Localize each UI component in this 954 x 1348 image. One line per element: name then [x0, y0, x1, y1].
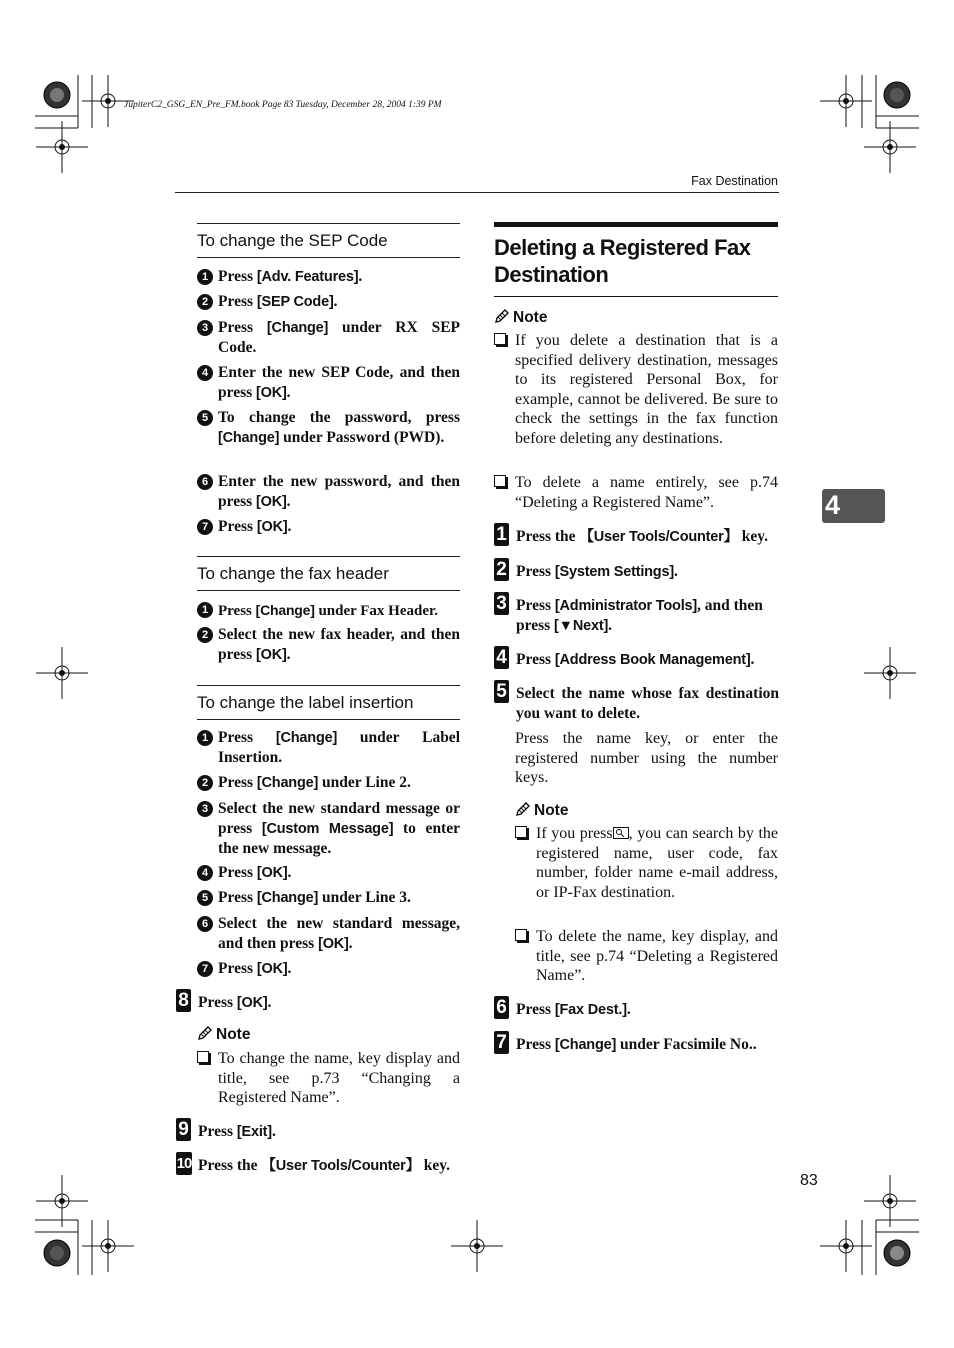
file-info: JupiterC2_GSG_EN_Pre_FM.book Page 83 Tuesday, December 28, 2004 1:39 PM [124, 100, 442, 110]
checkbox-bullet-icon [515, 826, 527, 838]
step-item: 2 Select the new fax header, and then press [OK]. [197, 625, 460, 665]
step-3: 3 Press [Administrator Tools], and then press [▼Next]. [494, 596, 778, 636]
header-rule [175, 192, 779, 193]
step-item: 1 Press [Change] under Label Insertion. [197, 728, 460, 768]
step-10: 10 Press the 【User Tools/Counter】 key. [176, 1156, 460, 1176]
step-6: 6 Press [Fax Dest.]. [494, 1000, 778, 1020]
checkbox-bullet-icon [515, 929, 527, 941]
step-item: 4 Press [OK]. [197, 863, 460, 883]
step-item: 5 To change the password, press [Change] under Password (PWD). [197, 408, 460, 468]
checkbox-bullet-icon [494, 475, 506, 487]
step-9: 9 Press [Exit]. [176, 1122, 460, 1142]
note-heading: Note [515, 801, 568, 820]
subheading-fax-header: To change the fax header [197, 556, 460, 591]
step-8: 8 Press [OK]. [176, 993, 460, 1013]
subheading-label-insertion: To change the label insertion [197, 685, 460, 720]
step-item: 7 Press [OK]. [197, 959, 460, 979]
step-5: 5 Select the name whose fax destination you want to delete. [494, 684, 778, 724]
note-item: To delete a name entirely, see p.74 “Deleting a Registered Name”. [494, 473, 778, 513]
note-heading: Note [197, 1025, 250, 1044]
note-item: If you delete a destination that is a specified delivery destination, messages to its registered Personal Box, for example, cannot be delivered. Be sure to check the settings in the fax function before deleting any destinations. [494, 331, 778, 469]
subheading-sep-code: To change the SEP Code [197, 223, 460, 258]
step-5-body: Press the name key, or enter the registered number using the number keys. [515, 730, 778, 787]
step-item: 2 Press [Change] under Line 2. [197, 773, 460, 793]
step-item: 4 Enter the new SEP Code, and then press [OK]. [197, 363, 460, 403]
note-item: If you press , you can search by the registered name, user code, fax number, folder name e-mail address, or IP-Fax destination. [515, 824, 778, 922]
step-4: 4 Press [Address Book Management]. [494, 650, 778, 670]
pencil-icon [197, 1025, 213, 1041]
note-item: To change the name, key display and title, see p.73 “Changing a Registered Name”. [197, 1049, 460, 1109]
running-header: Fax Destination [691, 174, 778, 188]
step-2: 2 Press [System Settings]. [494, 562, 778, 582]
note-item: To delete the name, key display, and title, see p.74 “Deleting a Registered Name”. [515, 927, 778, 987]
step-7: 7 Press [Change] under Facsimile No.. [494, 1035, 778, 1075]
step-1: 1 Press the 【User Tools/Counter】 key. [494, 527, 778, 547]
step-item: 5 Press [Change] under Line 3. [197, 888, 460, 908]
search-key-icon [613, 827, 629, 839]
pencil-icon [515, 801, 531, 817]
checkbox-bullet-icon [494, 333, 506, 345]
step-item: 6 Select the new standard message, and then press [OK]. [197, 914, 460, 954]
checkbox-bullet-icon [197, 1051, 209, 1063]
note-heading: Note [494, 308, 547, 327]
step-item: 1 Press [Adv. Features]. [197, 267, 460, 287]
step-item: 1 Press [Change] under Fax Header. [197, 600, 460, 620]
step-item: 3 Select the new standard message or press [Custom Message] to enter the new message. [197, 799, 460, 859]
section-title: Deleting a Registered Fax Destination [494, 222, 778, 297]
chapter-tab: 4 [822, 489, 885, 523]
step-item: 2 Press [SEP Code]. [197, 292, 460, 312]
page-number: 83 [800, 1172, 818, 1189]
step-item: 7 Press [OK]. [197, 517, 460, 537]
step-item: 3 Press [Change] under RX SEP Code. [197, 318, 460, 358]
step-item: 6 Enter the new password, and then press [OK]. [197, 472, 460, 512]
pencil-icon [494, 308, 510, 324]
